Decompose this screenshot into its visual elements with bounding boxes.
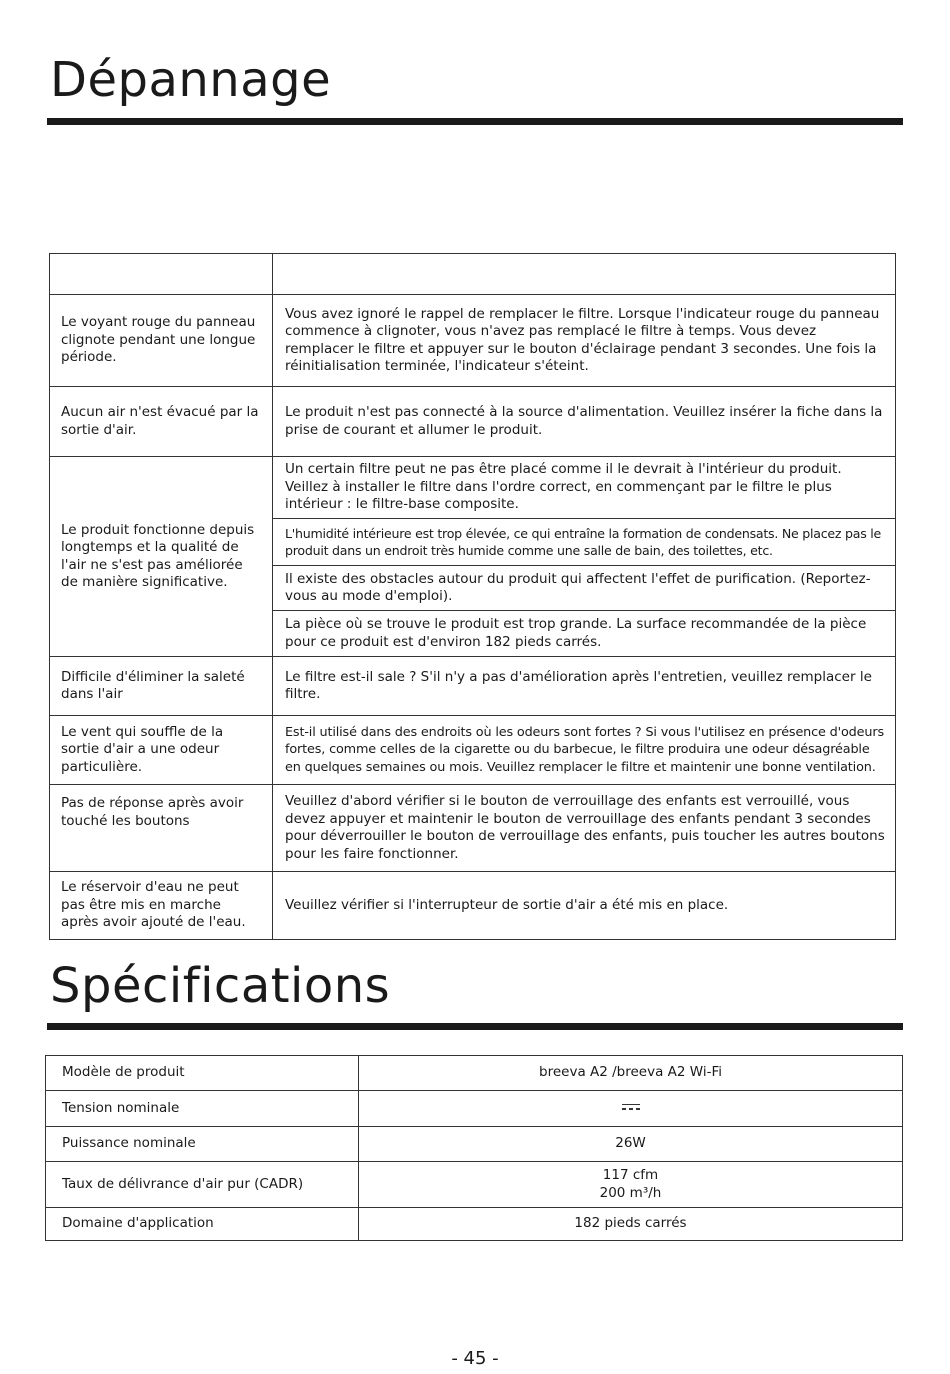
spec-label: Modèle de produit <box>46 1056 359 1091</box>
solution-cell: Est-il utilisé dans des endroits où les odeurs sont fortes ? Si vous l'utilisez en présence d'odeurs fortes, comme celles de la cigarette ou du barbecue, le filtre produira une odeur désagréable en quelques semaines ou mois. Veuillez remplacer le filtre et maintenir une bonne ventilation. <box>273 716 896 785</box>
table-row <box>46 1091 903 1127</box>
spec-value: 182 pieds carrés <box>359 1208 903 1241</box>
solution-cell: L'humidité intérieure est trop élevée, ce qui entraîne la formation de condensats. Ne placez pas le produit dans un endroit très humide comme une salle de bain, des toilettes, etc. <box>273 519 896 566</box>
table-row <box>46 1162 903 1208</box>
spec-value: breeva A2 /breeva A2 Wi-Fi <box>359 1056 903 1091</box>
symptom-cell: Le réservoir d'eau ne peut pas être mis en marche après avoir ajouté de l'eau. <box>50 872 273 940</box>
specifications-title: Spécifications <box>50 958 391 1014</box>
spec-label: Tension nominale <box>46 1091 359 1127</box>
title-underline <box>47 118 903 125</box>
spec-value <box>359 1091 903 1127</box>
troubleshooting-title: Dépannage <box>50 52 332 108</box>
solution-cell: Un certain filtre peut ne pas être placé comme il le devrait à l'intérieur du produit. Veillez à installer le filtre dans l'ordre correct, en commençant par le filtre le plus intérieur : le filtre-base composite. <box>273 457 896 519</box>
solution-header-cell <box>273 254 896 295</box>
solution-cell: La pièce où se trouve le produit est trop grande. La surface recommandée de la pièce pour ce produit est d'environ 182 pieds carrés. <box>273 611 896 657</box>
table-header-row <box>50 254 896 295</box>
solution-cell: Vous avez ignoré le rappel de remplacer le filtre. Lorsque l'indicateur rouge du panneau commence à clignoter, vous n'avez pas remplacé le filtre à temps. Vous devez remplacer le filtre et appuyer sur le bouton d'éclairage pendant 3 secondes. Une fois la réinitialisation terminée, l'indicateur s'éteint. <box>273 295 896 387</box>
symptom-cell: Le vent qui souffle de la sortie d'air a une odeur particulière. <box>50 716 273 785</box>
symptom-header-cell <box>50 254 273 295</box>
table-row <box>46 1056 903 1091</box>
symptom-cell: Aucun air n'est évacué par la sortie d'air. <box>50 387 273 457</box>
specifications-table <box>45 1055 903 1241</box>
troubleshooting-table <box>49 253 896 940</box>
spec-value-line: 117 cfm <box>602 1167 659 1183</box>
symptom-cell: Pas de réponse après avoir touché les boutons <box>50 785 273 872</box>
table-row <box>46 1127 903 1162</box>
table-row <box>50 716 896 785</box>
symptom-cell: Le produit fonctionne depuis longtemps et la qualité de l'air ne s'est pas améliorée de manière significative. <box>50 457 273 657</box>
spec-label: Puissance nominale <box>46 1127 359 1162</box>
table-row <box>50 657 896 716</box>
table-row <box>46 1208 903 1241</box>
table-row <box>50 295 896 387</box>
solution-cell: Veuillez d'abord vérifier si le bouton de verrouillage des enfants est verrouillé, vous devez appuyer et maintenir le bouton de verrouillage des enfants pendant 3 secondes pour déverrouiller le bouton de verrouillage des enfants, puis toucher les autres boutons pour les faire fonctionner. <box>273 785 896 872</box>
title-underline <box>47 1023 903 1030</box>
table-row <box>50 785 896 872</box>
table-row <box>50 872 896 940</box>
solution-cell: Le produit n'est pas connecté à la source d'alimentation. Veuillez insérer la fiche dans la prise de courant et allumer le produit. <box>273 387 896 457</box>
solution-cell: Il existe des obstacles autour du produit qui affectent l'effet de purification. (Reportez-vous au mode d'emploi). <box>273 566 896 611</box>
spec-label: Domaine d'application <box>46 1208 359 1241</box>
spec-label: Taux de délivrance d'air pur (CADR) <box>46 1162 359 1208</box>
direct-current-symbol-icon <box>622 1104 640 1112</box>
symptom-cell: Difficile d'éliminer la saleté dans l'air <box>50 657 273 716</box>
table-row <box>50 387 896 457</box>
spec-value <box>359 1162 903 1208</box>
symptom-cell: Le voyant rouge du panneau clignote pendant une longue période. <box>50 295 273 387</box>
spec-value: 26W <box>359 1127 903 1162</box>
table-row <box>50 457 896 519</box>
page-number: - 45 - <box>451 1348 499 1369</box>
solution-cell: Veuillez vérifier si l'interrupteur de sortie d'air a été mis en place. <box>273 872 896 940</box>
solution-cell: Le filtre est-il sale ? S'il n'y a pas d'amélioration après l'entretien, veuillez remplacer le filtre. <box>273 657 896 716</box>
spec-value-line: 200 m³/h <box>599 1184 662 1201</box>
